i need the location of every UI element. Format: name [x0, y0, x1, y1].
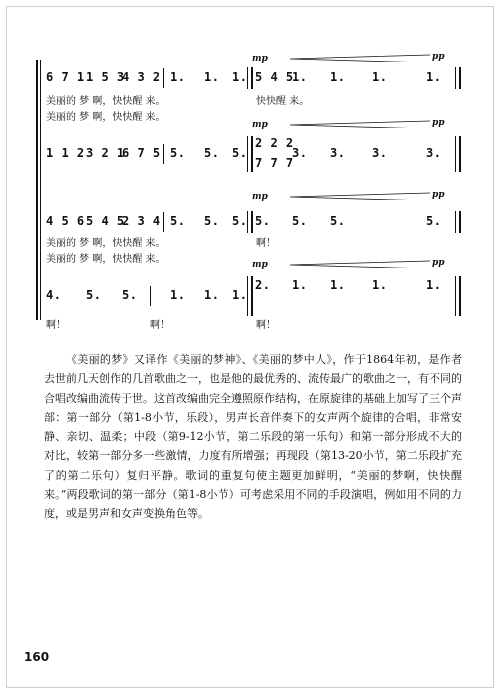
decrescendo-hairpin: [290, 260, 430, 268]
barline: [163, 68, 164, 88]
lyric-line: 美丽的 梦 啊，快快醒 来。: [46, 112, 166, 123]
final-barline: [455, 136, 461, 172]
note: 1.: [372, 278, 388, 292]
system-brace: [36, 60, 38, 320]
note-group: 2 2 2: [255, 136, 294, 150]
music-score: [0, 0, 500, 345]
note-group: 6 7 5: [122, 146, 161, 160]
final-barline: [455, 276, 461, 316]
note: 1.: [232, 70, 248, 84]
double-barline: [247, 67, 253, 89]
note: 5.: [232, 214, 248, 228]
note: 5.: [86, 288, 102, 302]
note: 5.: [170, 214, 186, 228]
note: 5.: [122, 288, 138, 302]
note-group: 1 1 2: [46, 146, 85, 160]
decrescendo-hairpin: [290, 192, 430, 200]
note: 1.: [330, 70, 346, 84]
note: 5.: [204, 214, 220, 228]
dynamic-mp: mp: [252, 120, 268, 130]
note: 1.: [330, 278, 346, 292]
dynamic-pp: pp: [432, 118, 445, 128]
note: 1.: [292, 278, 308, 292]
note: 5.: [330, 214, 346, 228]
note: 1.: [426, 70, 442, 84]
note: 1.: [170, 70, 186, 84]
note-group: 1 5 3: [86, 70, 125, 84]
page-number: 160: [24, 650, 50, 664]
note-group: 4 5 6: [46, 214, 85, 228]
lyric-line: 啊！: [46, 320, 66, 331]
dynamic-pp: pp: [432, 190, 445, 200]
barline: [150, 286, 151, 306]
note: 3.: [292, 146, 308, 160]
note: 5.: [292, 214, 308, 228]
note-group: 5 4 5: [255, 70, 294, 84]
lyric-line: 快快醒 来。: [256, 96, 310, 107]
note-group: 7 7 7: [255, 156, 294, 170]
double-barline: [247, 276, 253, 316]
note: 2.: [255, 278, 271, 292]
note: 5.: [204, 146, 220, 160]
lyric-line: 美丽的 梦 啊，快快醒 来。: [46, 238, 166, 249]
note: 3.: [372, 146, 388, 160]
barline: [163, 212, 164, 232]
lyric-line: 啊！: [256, 320, 276, 331]
note-group: 3 2 1: [86, 146, 125, 160]
lyric-line: 美丽的 梦 啊，快快醒 来。: [46, 254, 166, 265]
commentary-text: [44, 350, 462, 524]
dynamic-mp: mp: [252, 192, 268, 202]
double-barline: [247, 136, 253, 172]
system-brace-inner: [40, 60, 41, 320]
note: 1.: [372, 70, 388, 84]
note: 3.: [330, 146, 346, 160]
decrescendo-hairpin: [290, 54, 430, 62]
final-barline: [455, 211, 461, 233]
note: 1.: [292, 70, 308, 84]
lyric-line: 啊！: [256, 238, 276, 249]
note-group: 5 4 5: [86, 214, 125, 228]
note: 1.: [204, 288, 220, 302]
barline: [163, 144, 164, 164]
note: 3.: [426, 146, 442, 160]
dynamic-mp: mp: [252, 54, 268, 64]
note-group: 6 7 1: [46, 70, 85, 84]
note: 5.: [255, 214, 271, 228]
dynamic-pp: pp: [432, 52, 445, 62]
note: 1.: [232, 288, 248, 302]
note: 5.: [426, 214, 442, 228]
commentary-paragraph: 《美丽的梦》又译作《美丽的梦神》、《美丽的梦中人》，作于1864年初，是作者去世前几天创作的几首歌曲之一，也是他的最优秀的、流传最广的歌曲之一，有不同的合唱改编曲流传于世。这首改编曲完全遵照原作结构，在原旋律的基础上加写了三个声部：第一部分（第1-8小节，乐段），男声长音伴奏下的女声两个旋律的合唱，非常安静、亲切、温柔；中段（第9-12小节，第二乐段的第一乐句）和第一部分形成不大的对比，较第一部分多一些激情，力度有所增强；再现段（第13-20小节，第二乐段扩充了的第二乐句）复归平静。歌词的重复句使主题更加鲜明，“美丽的梦啊，快快醒来。”两段歌词的第一部分（第1-8小节）可考虑采用不同的手段演唱，例如用不同的力度，或是男声和女声变换角色等。: [44, 353, 462, 521]
decrescendo-hairpin: [290, 120, 430, 128]
note: 5.: [232, 146, 248, 160]
lyric-line: 美丽的 梦 啊，快快醒 来。: [46, 96, 166, 107]
dynamic-pp: pp: [432, 258, 445, 268]
note: 5.: [170, 146, 186, 160]
note-group: 4 3 2: [122, 70, 161, 84]
double-barline: [247, 211, 253, 233]
final-barline: [455, 67, 461, 89]
note: 1.: [204, 70, 220, 84]
note-group: 2 3 4: [122, 214, 161, 228]
dynamic-mp: mp: [252, 260, 268, 270]
note: 1.: [426, 278, 442, 292]
note: 1.: [170, 288, 186, 302]
lyric-line: 啊！: [150, 320, 170, 331]
note: 4.: [46, 288, 62, 302]
